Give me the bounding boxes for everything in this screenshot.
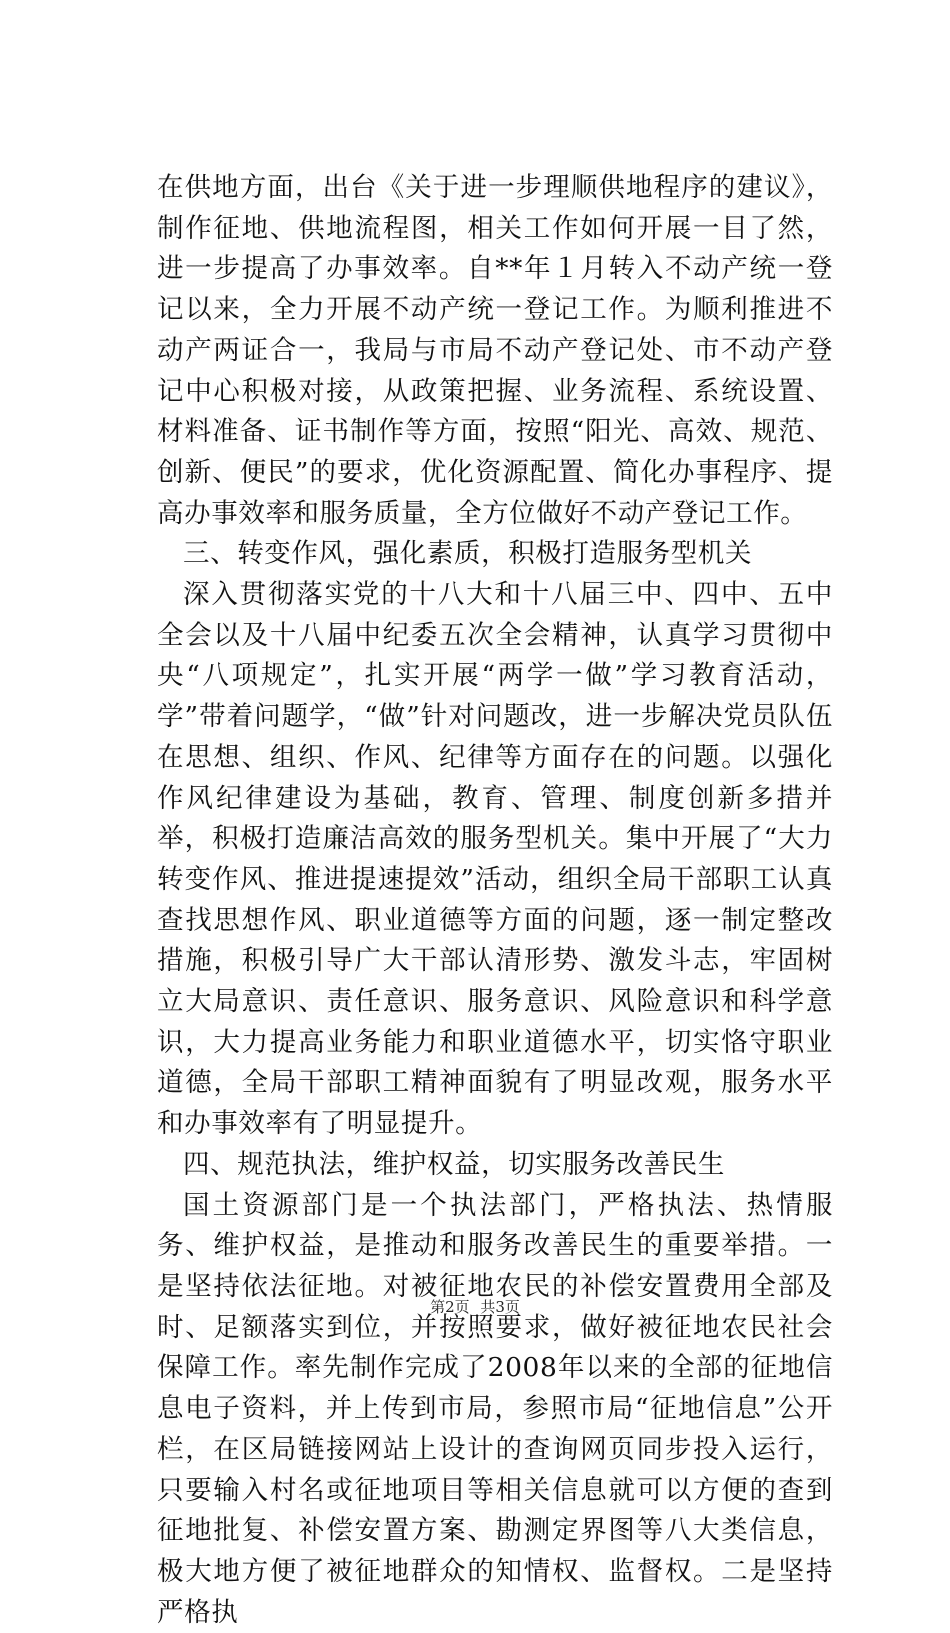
- section-heading-3: 三、转变作风，强化素质，积极打造服务型机关: [183, 538, 753, 570]
- page-total: 共3页: [480, 1298, 520, 1316]
- body-paragraph-2: 深入贯彻落实党的十八大和十八届三中、四中、五中全会以及十八届中纪委五次全会精神，认真学习贯彻中央“八项规定”，扎实开展“两学一做”学习教育活动，学”带着问题学，“做”针对问题改，进一步解决党员队伍在思想、组织、作风、纪律等方面存在的问题。以强化作风纪律建设为基础，教育、管理、制度创新多措并举，积极打造廉洁高效的服务型机关。集中开展了“大力转变作风、推进提速提效”活动，组织全局干部职工认真查找思想作风、职业道德等方面的问题，逐一制定整改措施，积极引导广大干部认清形势、激发斗志，牢固树立大局意识、责任意识、服务意识、风险意识和科学意识，大力提高业务能力和职业道德水平，切实恪守职业道德，全局干部职工精神面貌有了明显改观，服务水平和办事效率有了明显提升。: [157, 579, 833, 1140]
- section-heading-4: 四、规范执法，维护权益，切实服务改善民生: [183, 1148, 725, 1180]
- body-paragraph-3: 国土资源部门是一个执法部门，严格执法、热情服务、维护权益，是推动和服务改善民生的重要举措。一是坚持依法征地。对被征地农民的补偿安置费用全部及时、足额落实到位，并按照要求，做好被征地农民社会保障工作。率先制作完成了2008年以来的全部的征地信息电子资料，并上传到市局，参照市局“征地信息”公开栏，在区局链接网站上设计的查询网页同步投入运行，只要输入村名或征地项目等相关信息就可以方便的查到征地批复、补偿安置方案、勘测定界图等八大类信息，极大地方便了被征地群众的知情权、监督权。二是坚持严格执: [157, 1189, 833, 1628]
- page-number: 第2页: [430, 1298, 470, 1316]
- page-footer: [0, 1298, 950, 1316]
- document-body: [157, 168, 833, 1633]
- body-paragraph-1: 在供地方面，出台《关于进一步理顺供地程序的建议》，制作征地、供地流程图，相关工作如何开展一目了然，进一步提高了办事效率。自**年１月转入不动产统一登记以来，全力开展不动产统一登记工作。为顺利推进不动产两证合一，我局与市局不动产登记处、市不动产登记中心积极对接，从政策把握、业务流程、系统设置、材料准备、证书制作等方面，按照“阳光、高效、规范、创新、便民”的要求，优化资源配置、简化办事程序、提高办事效率和服务质量，全方位做好不动产登记工作。: [157, 172, 833, 529]
